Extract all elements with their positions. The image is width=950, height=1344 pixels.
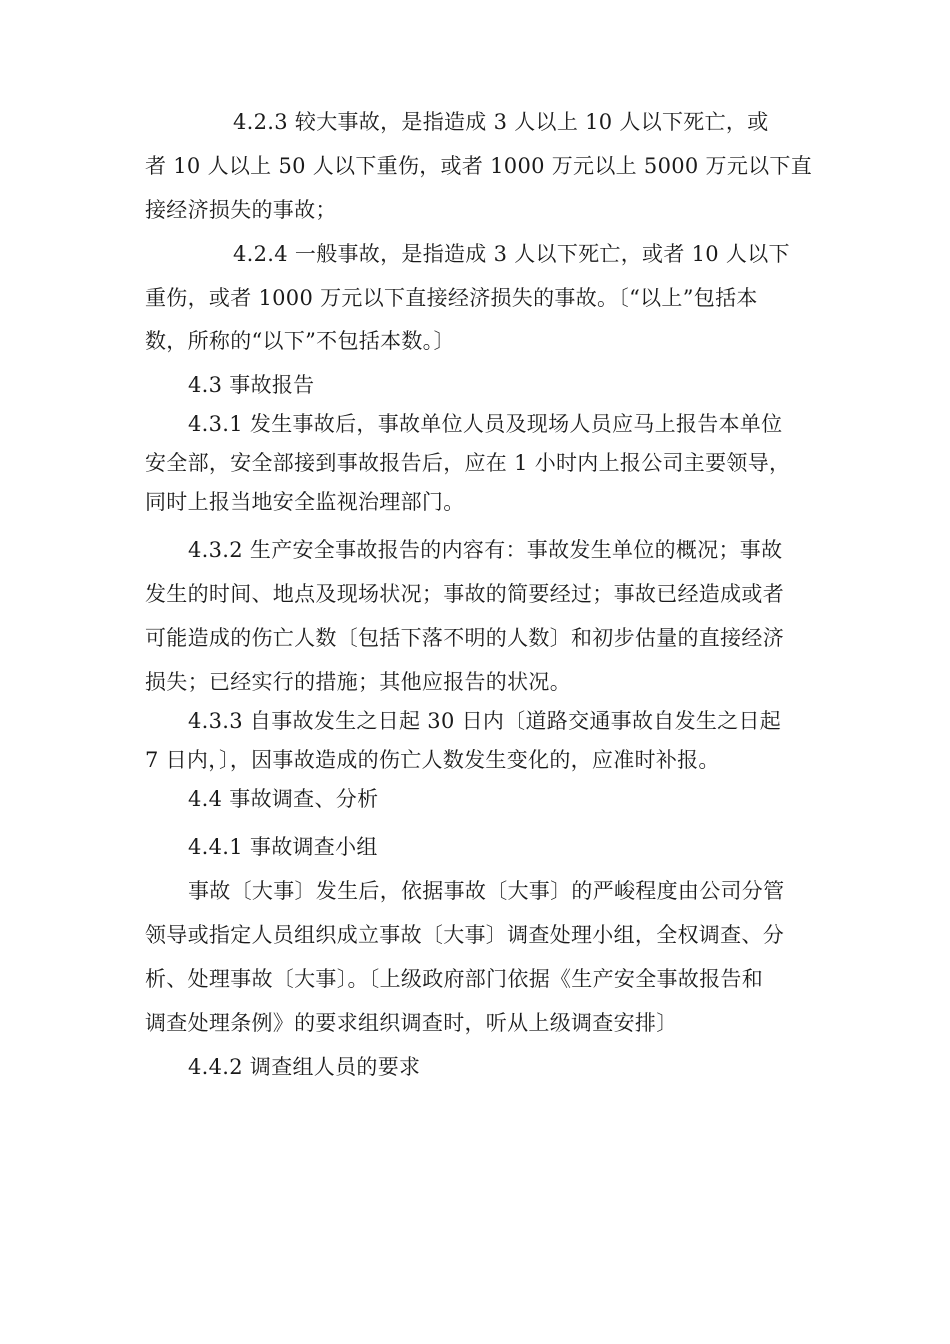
text-line: 损失；已经实行的措施；其他应报告的状况。 [145,670,571,694]
text-line: 发生的时间、地点及现场状况；事故的简要经过；事故已经造成或者 [145,582,784,606]
text-line: 领导或指定人员组织成立事故〔大事〕调查处理小组，全权调查、分 [145,923,784,947]
text-line: 重伤，或者 1000 万元以下直接经济损失的事故。〔“以上”包括本 [145,286,758,310]
text-line: 可能造成的伤亡人数〔包括下落不明的人数〕和初步估量的直接经济 [145,626,784,650]
text-line: 同时上报当地安全监视治理部门。 [145,490,465,514]
section-heading: 4.3 事故报告 [188,373,315,397]
subsection-heading: 4.4.2 调查组人员的要求 [188,1055,421,1079]
text-line: 析、处理事故〔大事〕。〔上级政府部门依据《生产安全事故报告和 [145,967,763,991]
text-line: 数，所称的“以下”不包括本数。〕 [145,329,455,353]
text-line: 接经济损失的事故； [145,198,337,222]
text-line: 4.3.3 自事故发生之日起 30 日内〔道路交通事故自发生之日起 [188,709,782,733]
text-line: 4.3.1 发生事故后，事故单位人员及现场人员应马上报告本单位 [188,412,783,436]
text-line: 者 10 人以上 50 人以下重伤，或者 1000 万元以上 5000 万元以下直 [145,154,813,178]
text-line: 安全部，安全部接到事故报告后，应在 1 小时内上报公司主要领导， [145,451,791,475]
text-line: 4.2.3 较大事故，是指造成 3 人以上 10 人以下死亡，或 [233,110,769,134]
text-line: 事故〔大事〕发生后，依据事故〔大事〕的严峻程度由公司分管 [188,879,785,903]
text-line: 调查处理条例》的要求组织调查时，听从上级调查安排〕 [145,1011,678,1035]
text-line: 4.3.2 生产安全事故报告的内容有：事故发生单位的概况；事故 [188,538,783,562]
section-heading: 4.4 事故调查、分析 [188,787,379,811]
subsection-heading: 4.4.1 事故调查小组 [188,835,378,859]
text-line: 4.2.4 一般事故，是指造成 3 人以下死亡，或者 10 人以下 [233,242,790,266]
text-line: 7 日内，〕，因事故造成的伤亡人数发生变化的，应准时补报。 [145,748,720,772]
